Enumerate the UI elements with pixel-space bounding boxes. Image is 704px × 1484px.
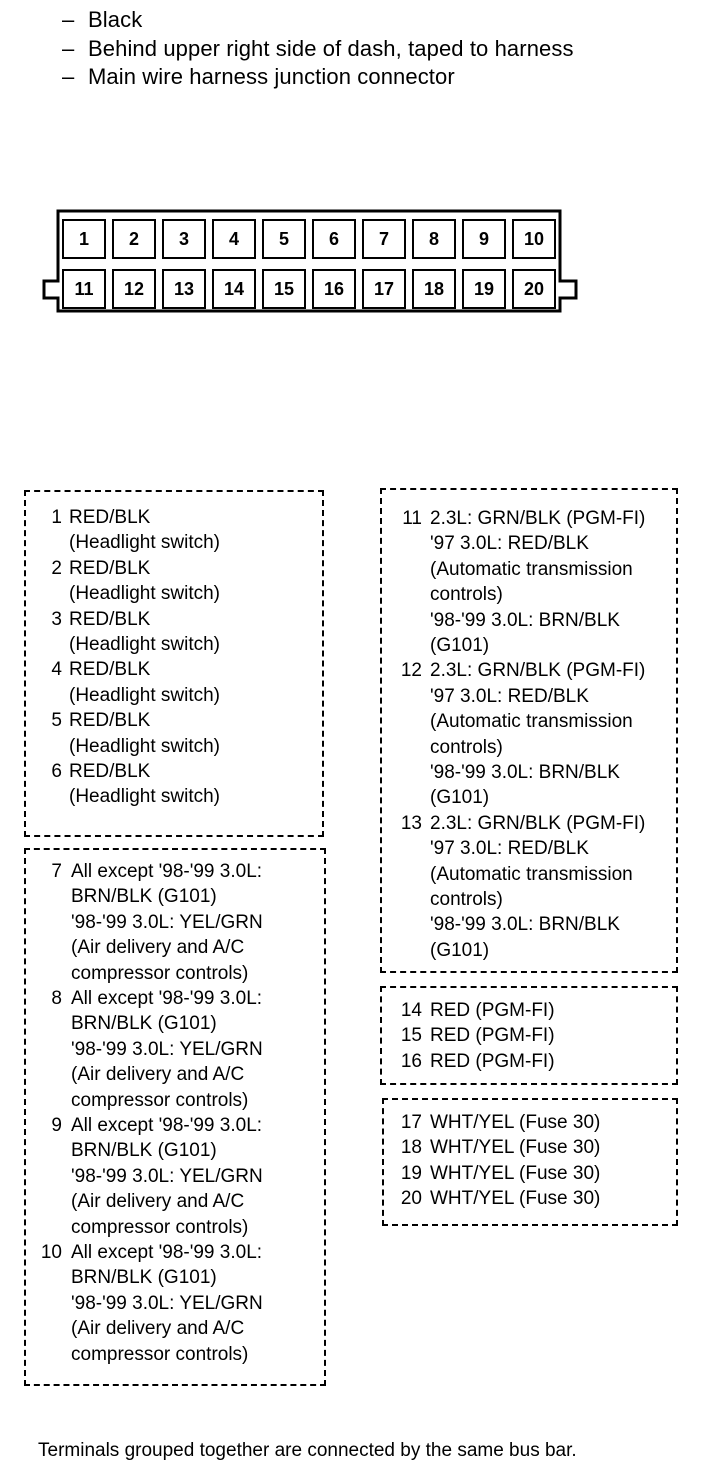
terminal-description-line: (Air delivery and A/C: [71, 1064, 245, 1086]
terminal-number: 7: [51, 861, 62, 882]
terminal-description-line: compressor controls): [71, 1343, 249, 1365]
terminal-description-line: RED/BLK: [69, 557, 151, 579]
terminal-description-line: RED/BLK: [69, 761, 151, 782]
terminal-description-line: (G101): [430, 939, 490, 961]
terminal-number: 2: [51, 557, 62, 579]
terminal-description-line: All except '98-'99 3.0L:: [71, 988, 263, 1009]
terminal-description-line: (Headlight switch): [69, 786, 220, 808]
terminal-cavity-5: 5: [262, 219, 306, 259]
terminal-cavity-4: 4: [212, 219, 256, 259]
terminal-cavity-10: 10: [512, 219, 556, 259]
terminal-description-line: (Air delivery and A/C: [71, 1318, 245, 1340]
terminal-description-line: compressor controls): [71, 1089, 249, 1111]
terminal-cavity-19: 19: [462, 269, 506, 309]
terminal-number: 20: [400, 1188, 422, 1210]
terminal-description-line: '98-'99 3.0L: BRN/BLK: [430, 609, 620, 631]
terminal-number: 10: [40, 1242, 62, 1263]
terminal-cavity-6: 6: [312, 219, 356, 259]
terminal-description-line: compressor controls): [71, 962, 249, 984]
terminal-description-line: (Automatic transmission: [430, 558, 633, 580]
terminal-cavity-15: 15: [262, 269, 306, 309]
terminal-cavity-7: 7: [362, 219, 406, 259]
terminal-description-line: 2.3L: GRN/BLK (PGM-FI): [430, 508, 646, 529]
terminal-cavity-20: 20: [512, 269, 556, 309]
terminal-number: 17: [400, 1112, 422, 1133]
terminal-description-line: (Headlight switch): [69, 684, 220, 706]
terminal-number: 19: [400, 1162, 422, 1184]
terminal-description-line: '98-'99 3.0L: YEL/GRN: [71, 911, 263, 933]
footer-note: Terminals grouped together are connected by the same bus bar.: [38, 1440, 577, 1461]
terminal-cavity-16: 16: [312, 269, 356, 309]
terminal-description-line: All except '98-'99 3.0L:: [71, 1115, 263, 1136]
terminal-description-line: 2.3L: GRN/BLK (PGM-FI): [430, 660, 646, 682]
terminal-description-line: RED (PGM-FI): [430, 1000, 555, 1021]
terminal-description-line: (Air delivery and A/C: [71, 1191, 245, 1213]
terminal-description-line: RED (PGM-FI): [430, 1050, 555, 1072]
terminal-description-line: '98-'99 3.0L: YEL/GRN: [71, 1038, 263, 1060]
terminal-description-line: All except '98-'99 3.0L:: [71, 1242, 263, 1263]
terminal-description-line: WHT/YEL (Fuse 30): [430, 1137, 601, 1159]
terminal-description-line: controls): [430, 584, 503, 606]
terminal-description-line: (G101): [430, 787, 490, 809]
terminal-number: 12: [400, 660, 422, 682]
terminal-cavity-11: 11: [62, 269, 106, 309]
terminal-number: 11: [402, 508, 422, 529]
terminal-description-line: WHT/YEL (Fuse 30): [430, 1188, 601, 1210]
terminal-description-line: (Automatic transmission: [430, 863, 633, 885]
header-text: Main wire harness junction connector: [88, 64, 455, 89]
terminal-description-line: RED (PGM-FI): [430, 1025, 555, 1047]
terminal-description-line: WHT/YEL (Fuse 30): [430, 1112, 601, 1133]
terminal-description-line: '98-'99 3.0L: YEL/GRN: [71, 1292, 263, 1314]
terminal-number: 9: [51, 1115, 62, 1136]
terminal-description-line: (G101): [430, 635, 490, 657]
terminal-description-line: BRN/BLK (G101): [71, 1140, 217, 1162]
terminal-description-line: BRN/BLK (G101): [71, 1267, 217, 1289]
terminal-description-line: (Headlight switch): [69, 532, 220, 554]
bullet-dash: –: [62, 36, 75, 61]
terminal-description-line: WHT/YEL (Fuse 30): [430, 1162, 601, 1184]
terminal-cavity-18: 18: [412, 269, 456, 309]
header-text: Black: [88, 7, 143, 32]
terminal-description-line: '97 3.0L: RED/BLK: [430, 685, 589, 707]
terminal-number: 3: [51, 608, 62, 630]
terminal-description-line: (Headlight switch): [69, 583, 220, 605]
terminal-description-line: RED/BLK: [69, 710, 151, 732]
terminal-cavity-13: 13: [162, 269, 206, 309]
terminal-description-line: BRN/BLK (G101): [71, 886, 217, 908]
terminal-cavity-3: 3: [162, 219, 206, 259]
terminal-description-line: (Headlight switch): [69, 735, 220, 757]
terminal-description-line: RED/BLK: [69, 659, 151, 681]
terminal-description-line: controls): [430, 736, 503, 758]
terminal-description-line: compressor controls): [71, 1216, 249, 1238]
terminal-description-line: '98-'99 3.0L: YEL/GRN: [71, 1165, 263, 1187]
terminal-number: 4: [51, 659, 62, 681]
terminal-number: 1: [51, 507, 62, 528]
terminal-description-line: RED/BLK: [69, 507, 151, 528]
terminal-description-line: '97 3.0L: RED/BLK: [430, 533, 589, 555]
terminal-number: 15: [400, 1025, 422, 1047]
terminal-cavity-17: 17: [362, 269, 406, 309]
terminal-number: 18: [400, 1137, 422, 1159]
terminal-description-line: (Air delivery and A/C: [71, 937, 245, 959]
terminal-description-line: (Headlight switch): [69, 634, 220, 655]
terminal-description-line: 2.3L: GRN/BLK (PGM-FI): [430, 812, 646, 834]
terminal-number: 6: [51, 761, 62, 782]
terminal-number: 8: [51, 988, 62, 1009]
terminal-description-line: '98-'99 3.0L: BRN/BLK: [430, 914, 620, 936]
terminal-description-line: All except '98-'99 3.0L:: [71, 861, 263, 882]
terminal-number: 5: [51, 710, 62, 732]
terminal-description-line: '97 3.0L: RED/BLK: [430, 838, 589, 860]
terminal-number: 14: [400, 1000, 422, 1021]
terminal-cavity-1: 1: [62, 219, 106, 259]
bullet-dash: –: [62, 64, 75, 89]
terminal-cavity-2: 2: [112, 219, 156, 259]
terminal-cavity-12: 12: [112, 269, 156, 309]
terminal-description-line: BRN/BLK (G101): [71, 1013, 217, 1035]
terminal-number: 13: [400, 812, 422, 834]
terminal-description-line: controls): [430, 889, 503, 911]
terminal-cavity-9: 9: [462, 219, 506, 259]
terminal-number: 16: [400, 1050, 422, 1072]
terminal-cavity-14: 14: [212, 269, 256, 309]
terminal-description-line: RED/BLK: [69, 608, 151, 630]
header-text: Behind upper right side of dash, taped to harness: [88, 36, 574, 61]
connector-diagram: [0, 0, 704, 360]
bullet-dash: –: [62, 7, 75, 32]
terminal-description-line: (Automatic transmission: [430, 711, 633, 733]
terminal-description-line: '98-'99 3.0L: BRN/BLK: [430, 762, 620, 784]
terminal-cavity-8: 8: [412, 219, 456, 259]
